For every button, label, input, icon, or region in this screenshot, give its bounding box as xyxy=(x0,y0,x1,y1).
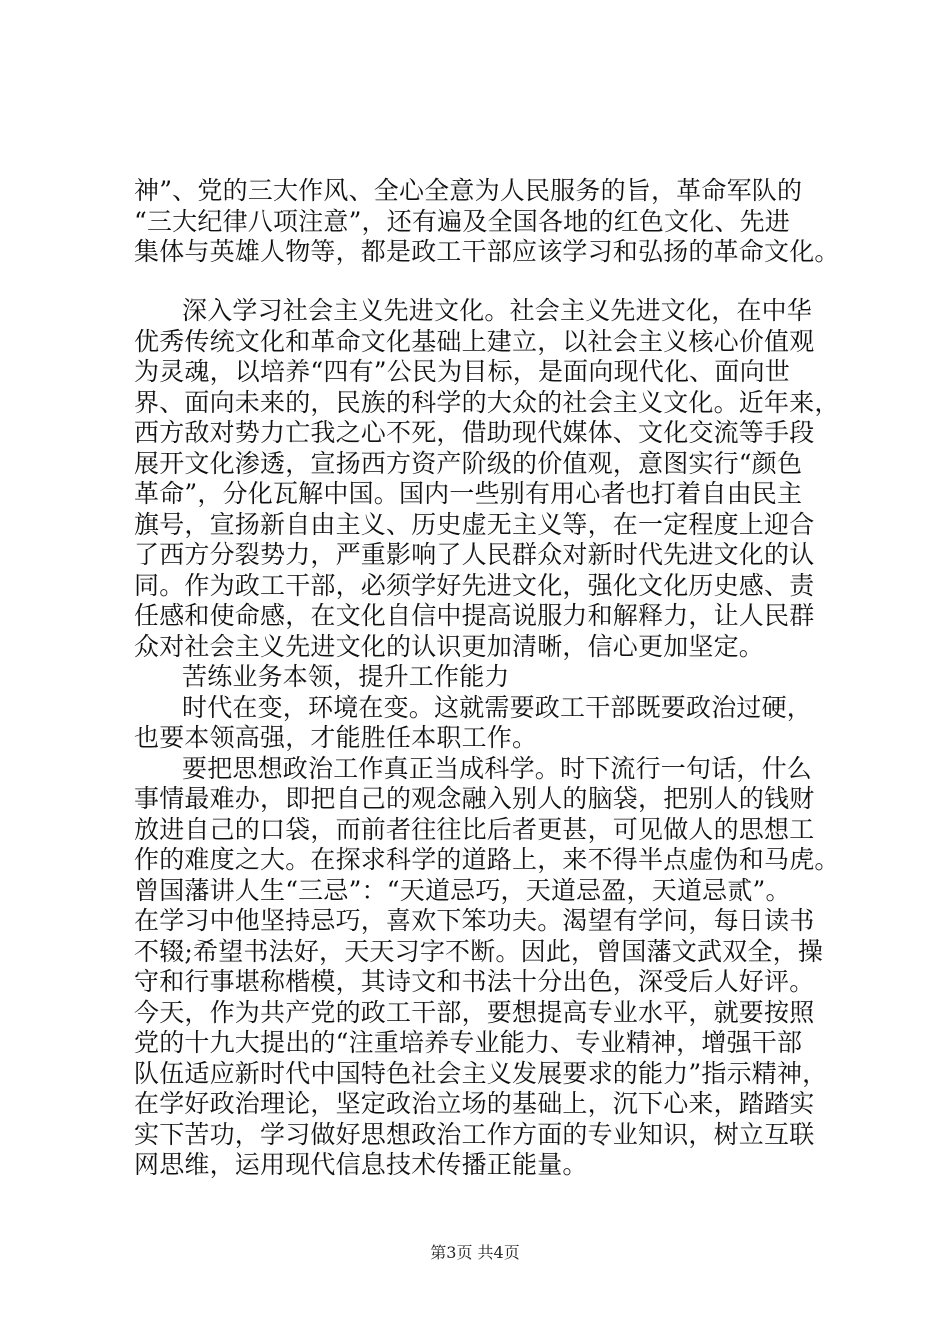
text-line: 队伍适应新时代中国特色社会主义发展要求的能力”指示精神， xyxy=(134,1058,828,1088)
text-line: 同。作为政工干部，必须学好先进文化，强化文化历史感、责 xyxy=(134,570,815,600)
text-line: 事情最难办，即把自己的观念融入别人的脑袋，把别人的钱财 xyxy=(134,784,815,813)
text-line: 在学好政治理论，坚定政治立场的基础上，沉下心来，踏踏实 xyxy=(134,1089,815,1118)
text-line: 今天，作为共产党的政工干部，要想提高专业水平，就要按照 xyxy=(134,997,815,1027)
text-line: 神”、党的三大作风、全心全意为人民服务的旨，革命军队的 xyxy=(134,176,803,205)
paragraph-continued xyxy=(134,176,840,268)
text-line: 网思维，运用现代信息技术传播正能量。 xyxy=(134,1150,588,1179)
section-heading: 苦练业务本领，提升工作能力 xyxy=(182,662,510,691)
text-line: 革命”，分化瓦解中国。国内一些别有用心者也打着自由民主 xyxy=(134,479,803,508)
text-line: 优秀传统文化和革命文化基础上建立，以社会主义核心价值观 xyxy=(134,326,815,356)
text-line: 西方敌对势力亡我之心不死，借助现代媒体、文化交流等手段 xyxy=(134,418,815,447)
paragraph-times xyxy=(134,693,824,754)
text-line: 界、面向未来的，民族的科学的大众的社会主义文化。近年来， xyxy=(134,387,840,417)
text-line: 在学习中他坚持忌巧，喜欢下笨功夫。渴望有学问，每日读书 xyxy=(134,906,815,935)
text-line: 众对社会主义先进文化的认识更加清晰，信心更加坚定。 xyxy=(134,631,765,661)
text-line: 为灵魂，以培养“四有”公民为目标，是面向现代化、面向世 xyxy=(134,357,790,386)
text-line: 集体与英雄人物等，都是政工干部应该学习和弘扬的革命文化。 xyxy=(134,237,840,266)
paragraph-advanced-culture xyxy=(134,296,840,662)
text-line: 曾国藩讲人生“三忌”：“天道忌巧，天道忌盈，天道忌贰”。 xyxy=(134,875,791,905)
text-line: 要把思想政治工作真正当成科学。时下流行一句话，什么 xyxy=(182,753,813,783)
body-section xyxy=(134,296,840,1181)
text-line: 时代在变，环境在变。这就需要政工干部既要政治过硬， xyxy=(182,692,813,722)
paragraph-science xyxy=(134,753,840,1181)
text-line: 作的难度之大。在探求科学的道路上，来不得半点虚伪和马虎。 xyxy=(134,845,840,874)
text-line: “三大纪律八项注意”，还有遍及全国各地的红色文化、先进 xyxy=(134,206,790,236)
text-line: 旗号，宣扬新自由主义、历史虚无主义等，在一定程度上迎合 xyxy=(134,509,815,539)
text-line: 深入学习社会主义先进文化。社会主义先进文化，在中华 xyxy=(182,296,813,325)
text-line: 不辍;希望书法好，天天习字不断。因此，曾国藩文武双全，操 xyxy=(134,936,824,966)
text-line: 了西方分裂势力，严重影响了人民群众对新时代先进文化的认 xyxy=(134,540,815,569)
text-line: 展开文化渗透，宣扬西方资产阶级的价值观，意图实行“颜色 xyxy=(134,448,803,478)
text-line: 守和行事堪称楷模，其诗文和书法十分出色，深受后人好评。 xyxy=(134,967,815,996)
text-line: 任感和使命感，在文化自信中提高说服力和解释力，让人民群 xyxy=(134,601,815,630)
text-line: 放进自己的口袋，而前者往往比后者更甚，可见做人的思想工 xyxy=(134,814,815,844)
text-line: 也要本领高强，才能胜任本职工作。 xyxy=(134,723,538,752)
text-line: 党的十九大提出的“注重培养专业能力、专业精神，增强干部 xyxy=(134,1028,803,1057)
page-number-footer: 第3页 共4页 xyxy=(430,1243,520,1262)
text-line: 实下苦功，学习做好思想政治工作方面的专业知识，树立互联 xyxy=(134,1119,815,1149)
